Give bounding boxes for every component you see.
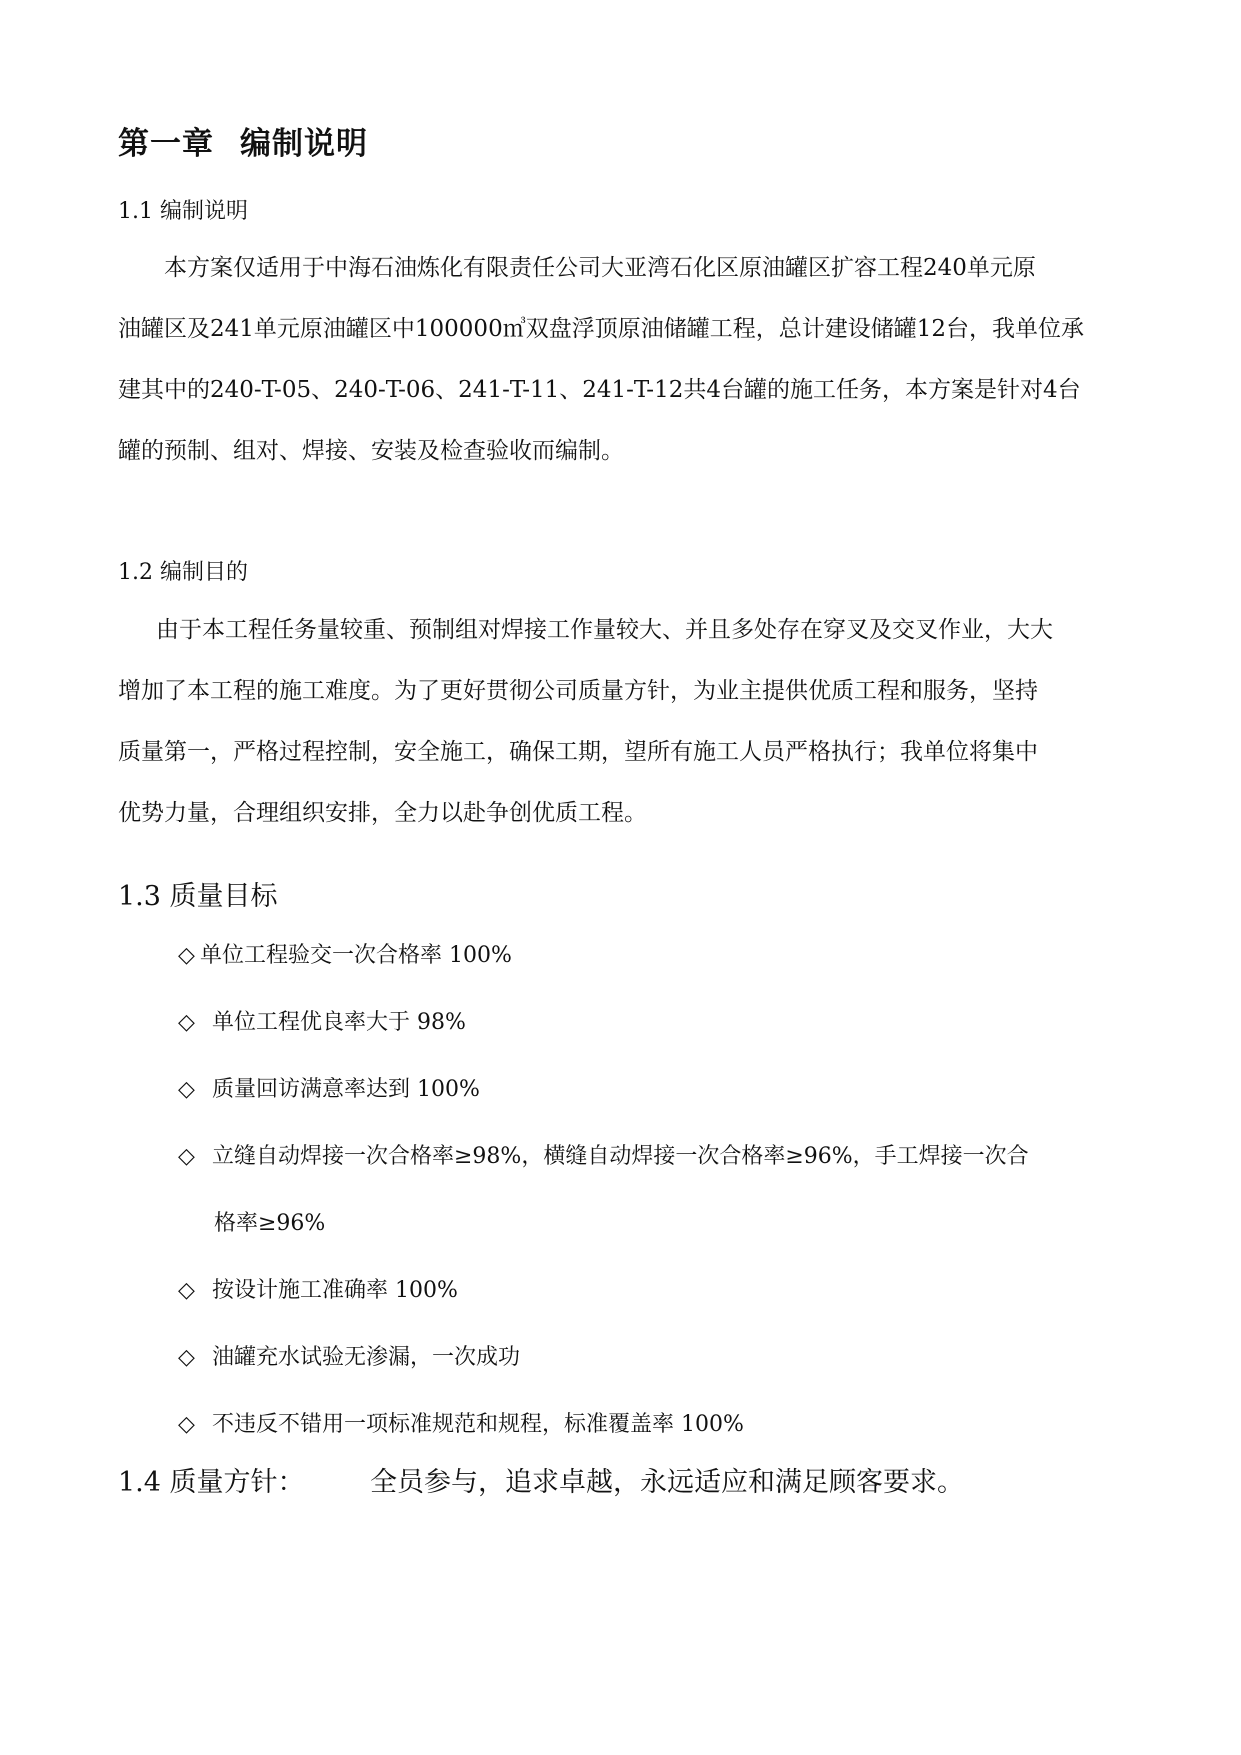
quality-goal-item	[178, 1005, 466, 1036]
section-body-1-2	[118, 600, 1118, 844]
quality-goal-text: 油罐充水试验无渗漏，一次成功	[212, 1345, 521, 1370]
diamond-bullet-icon: ◇	[178, 1077, 195, 1102]
quality-goal-text: 质量回访满意率达到 100%	[212, 1077, 480, 1102]
section-body-1-1	[118, 238, 1118, 482]
section-heading-1-1: 1.1 编制说明	[118, 199, 248, 224]
paragraph-line: 本方案仅适用于中海石油炼化有限责任公司大亚湾石化区原油罐区扩容工程240单元原	[164, 255, 1036, 281]
quality-goal-item	[178, 1072, 480, 1103]
chapter-name: 编制说明	[240, 126, 368, 162]
quality-goal-text: 不违反不错用一项标准规范和规程，标准覆盖率 100%	[212, 1412, 744, 1437]
paragraph-line: 由于本工程任务量较重、预制组对焊接工作量较大、并且多处存在穿叉及交叉作业，大大	[156, 617, 1053, 643]
quality-goal-text: 立缝自动焊接一次合格率≥98%，横缝自动焊接一次合格率≥96%，手工焊接一次合	[212, 1144, 1029, 1169]
quality-goal-item	[178, 1273, 458, 1304]
quality-goal-item	[178, 1139, 1029, 1170]
section-heading-1-2: 1.2 编制目的	[118, 560, 248, 585]
paragraph-line: 优势力量，合理组织安排，全力以赴争创优质工程。	[118, 800, 647, 826]
chapter-number: 第一章	[118, 126, 214, 162]
diamond-bullet-icon: ◇	[178, 1412, 195, 1437]
quality-policy-value: 全员参与，追求卓越，永远适应和满足顾客要求。	[370, 1467, 964, 1498]
quality-policy	[118, 1460, 964, 1499]
diamond-bullet-icon: ◇	[178, 1010, 195, 1035]
diamond-bullet-icon: ◇	[178, 1144, 195, 1169]
paragraph-line: 油罐区及241单元原油罐区中100000㎥双盘浮顶原油储罐工程，总计建设储罐12台，我单位承	[118, 316, 1084, 342]
paragraph-line: 质量第一，严格过程控制，安全施工，确保工期，望所有施工人员严格执行；我单位将集中	[118, 739, 1038, 765]
chapter-title	[118, 118, 368, 163]
quality-policy-label: 1.4 质量方针：	[118, 1467, 305, 1498]
paragraph-line: 增加了本工程的施工难度。为了更好贯彻公司质量方针，为业主提供优质工程和服务，坚持	[118, 678, 1038, 704]
paragraph-line: 建其中的240-T-05、240-T-06、241-T-11、241-T-12共4台罐的施工任务，本方案是针对4台	[118, 377, 1081, 403]
quality-goal-item	[178, 1340, 520, 1371]
section-heading-1-3: 1.3 质量目标	[118, 881, 278, 912]
diamond-bullet-icon: ◇	[178, 943, 195, 968]
quality-goal-text: 单位工程验交一次合格率 100%	[200, 943, 512, 968]
quality-goal-continuation: 格率≥96%	[214, 1211, 326, 1236]
quality-goal-item	[178, 1407, 744, 1438]
paragraph-line: 罐的预制、组对、焊接、安装及检查验收而编制。	[118, 438, 624, 464]
quality-goal-text: 按设计施工准确率 100%	[212, 1278, 458, 1303]
quality-goal-item	[178, 938, 512, 969]
diamond-bullet-icon: ◇	[178, 1345, 195, 1370]
diamond-bullet-icon: ◇	[178, 1278, 195, 1303]
quality-goal-text: 单位工程优良率大于 98%	[212, 1010, 466, 1035]
